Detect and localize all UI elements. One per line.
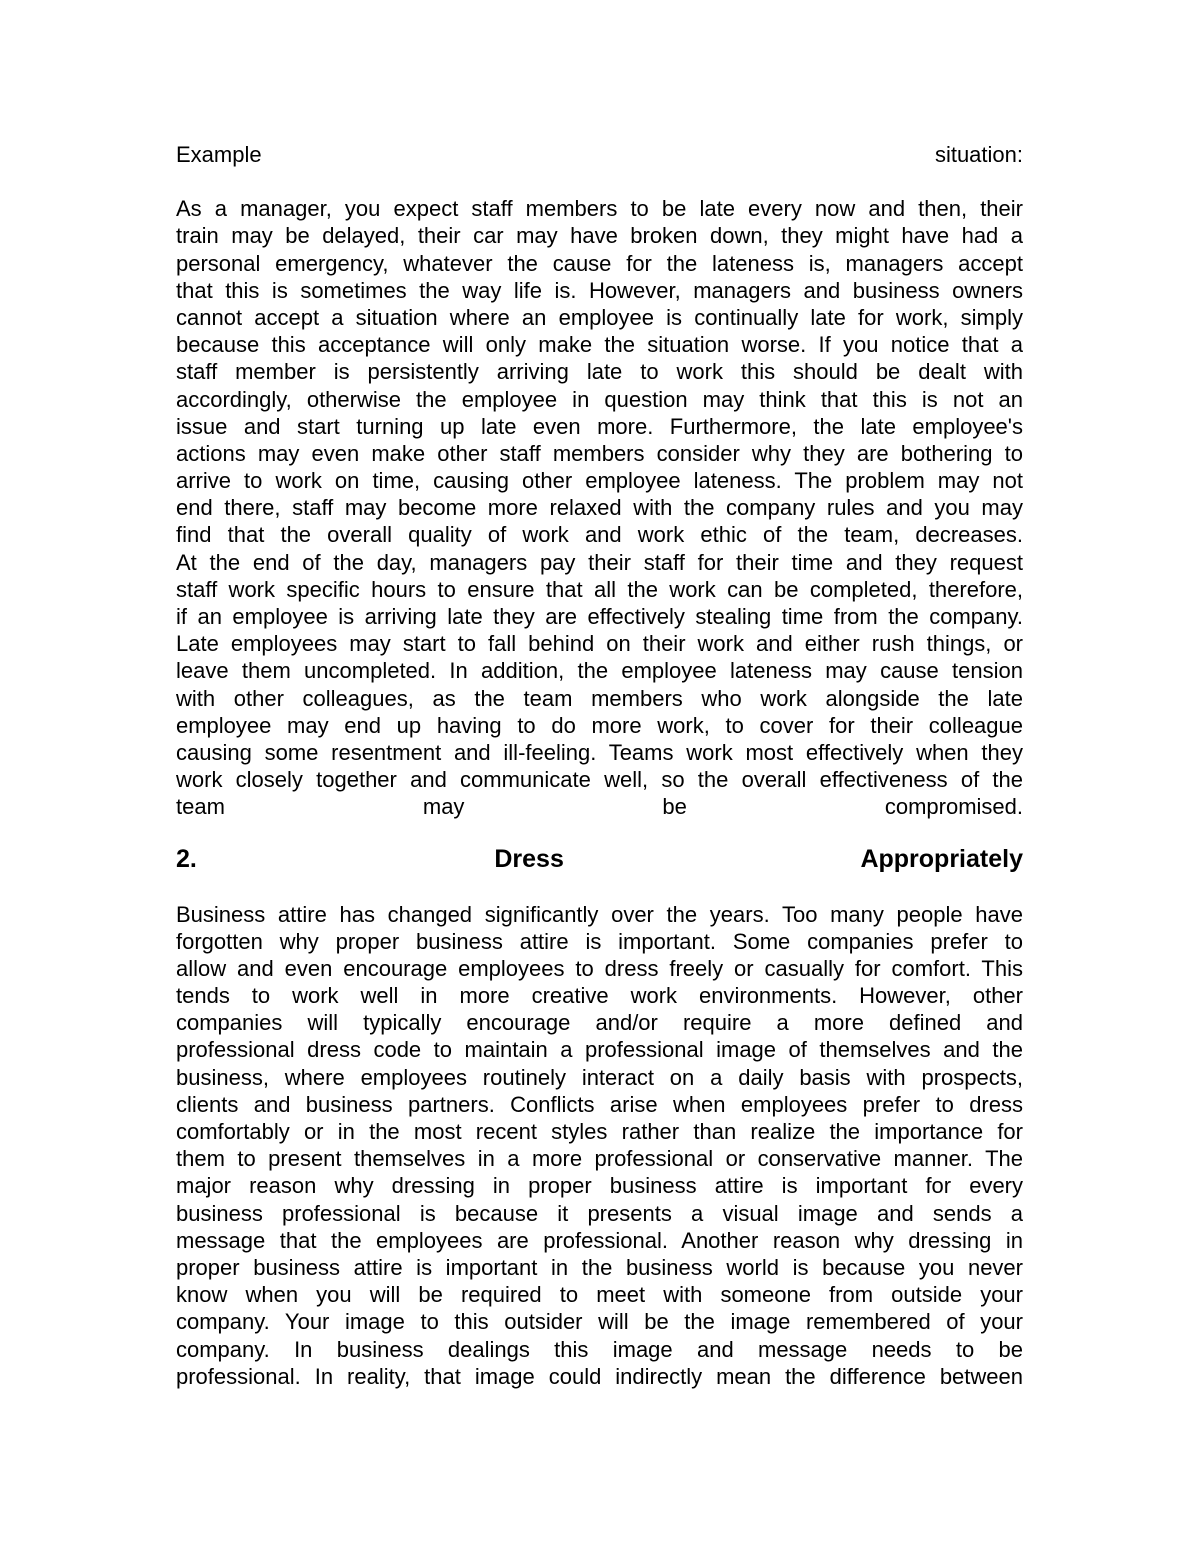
section-heading-dress-appropriately: 2. Dress Appropriately (176, 844, 1023, 873)
text-line: them to present themselves in a more professional or conservative manner. The (176, 1146, 1023, 1172)
paragraph-lateness (176, 195, 1023, 820)
text-line: leave them uncompleted. In addition, the employee lateness may cause tension (176, 658, 1023, 684)
text-line: business professional is because it presents a visual image and sends a (176, 1200, 1023, 1226)
text-line: business, where employees routinely interact on a daily basis with prospects, (176, 1064, 1023, 1090)
text-line: company. Your image to this outsider will be the image remembered of your (176, 1309, 1023, 1335)
text-line: tends to work well in more creative work environments. However, other (176, 983, 1023, 1009)
text-line: company. In business dealings this image and message needs to be (176, 1336, 1023, 1362)
text-line: Business attire has changed significantly over the years. Too many people have (176, 901, 1023, 927)
text-line: As a manager, you expect staff members to be late every now and then, their (176, 196, 1023, 222)
text-line: find that the overall quality of work and work ethic of the team, decreases. (176, 522, 1023, 548)
text-line: staff member is persistently arriving late to work this should be dealt with (176, 359, 1023, 385)
example-situation-title: Example situation: (176, 142, 1023, 167)
text-line: train may be delayed, their car may have broken down, they might have had a (176, 223, 1023, 249)
text-line: clients and business partners. Conflicts arise when employees prefer to dress (176, 1091, 1023, 1117)
text-line: end there, staff may become more relaxed with the company rules and you may (176, 495, 1023, 521)
text-line: because this acceptance will only make the situation worse. If you notice that a (176, 332, 1023, 358)
text-line: accordingly, otherwise the employee in question may think that this is not an (176, 386, 1023, 412)
text-line: message that the employees are professional. Another reason why dressing in (176, 1227, 1023, 1253)
text-line: work closely together and communicate well, so the overall effectiveness of the (176, 767, 1023, 793)
text-line: Late employees may start to fall behind on their work and either rush things, or (176, 631, 1023, 657)
text-line: cannot accept a situation where an employee is continually late for work, simply (176, 304, 1023, 330)
text-line: forgotten why proper business attire is important. Some companies prefer to (176, 928, 1023, 954)
text-line: staff work specific hours to ensure that all the work can be completed, therefore, (176, 576, 1023, 602)
text-line: personal emergency, whatever the cause for the lateness is, managers accept (176, 250, 1023, 276)
text-line: comfortably or in the most recent styles rather than realize the importance for (176, 1119, 1023, 1144)
text-line: know when you will be required to meet with someone from outside your (176, 1282, 1023, 1308)
text-line: issue and start turning up late even more. Furthermore, the late employee's (176, 413, 1023, 439)
document-page (176, 141, 1023, 1390)
text-line: arrive to work on time, causing other employee lateness. The problem may not (176, 468, 1023, 494)
text-line: professional. In reality, that image could indirectly mean the difference between (176, 1363, 1023, 1389)
paragraph-business-attire (176, 901, 1023, 1390)
text-line: team may be compromised. (176, 794, 1023, 820)
text-line: employee may end up having to do more work, to cover for their colleague (176, 712, 1023, 738)
text-line: proper business attire is important in the business world is because you never (176, 1254, 1023, 1280)
text-line: actions may even make other staff members consider why they are bothering to (176, 440, 1023, 466)
text-line: professional dress code to maintain a professional image of themselves and the (176, 1037, 1023, 1063)
text-line: major reason why dressing in proper business attire is important for every (176, 1173, 1023, 1199)
text-line: that this is sometimes the way life is. However, managers and business owners (176, 277, 1023, 303)
text-line: if an employee is arriving late they are effectively stealing time from the company. (176, 604, 1023, 629)
text-line: causing some resentment and ill-feeling. Teams work most effectively when they (176, 739, 1023, 765)
text-line: allow and even encourage employees to dress freely or casually for comfort. This (176, 955, 1023, 981)
text-line: companies will typically encourage and/or require a more defined and (176, 1010, 1023, 1036)
text-line: At the end of the day, managers pay their staff for their time and they request (176, 549, 1023, 575)
text-line: with other colleagues, as the team members who work alongside the late (176, 685, 1023, 711)
